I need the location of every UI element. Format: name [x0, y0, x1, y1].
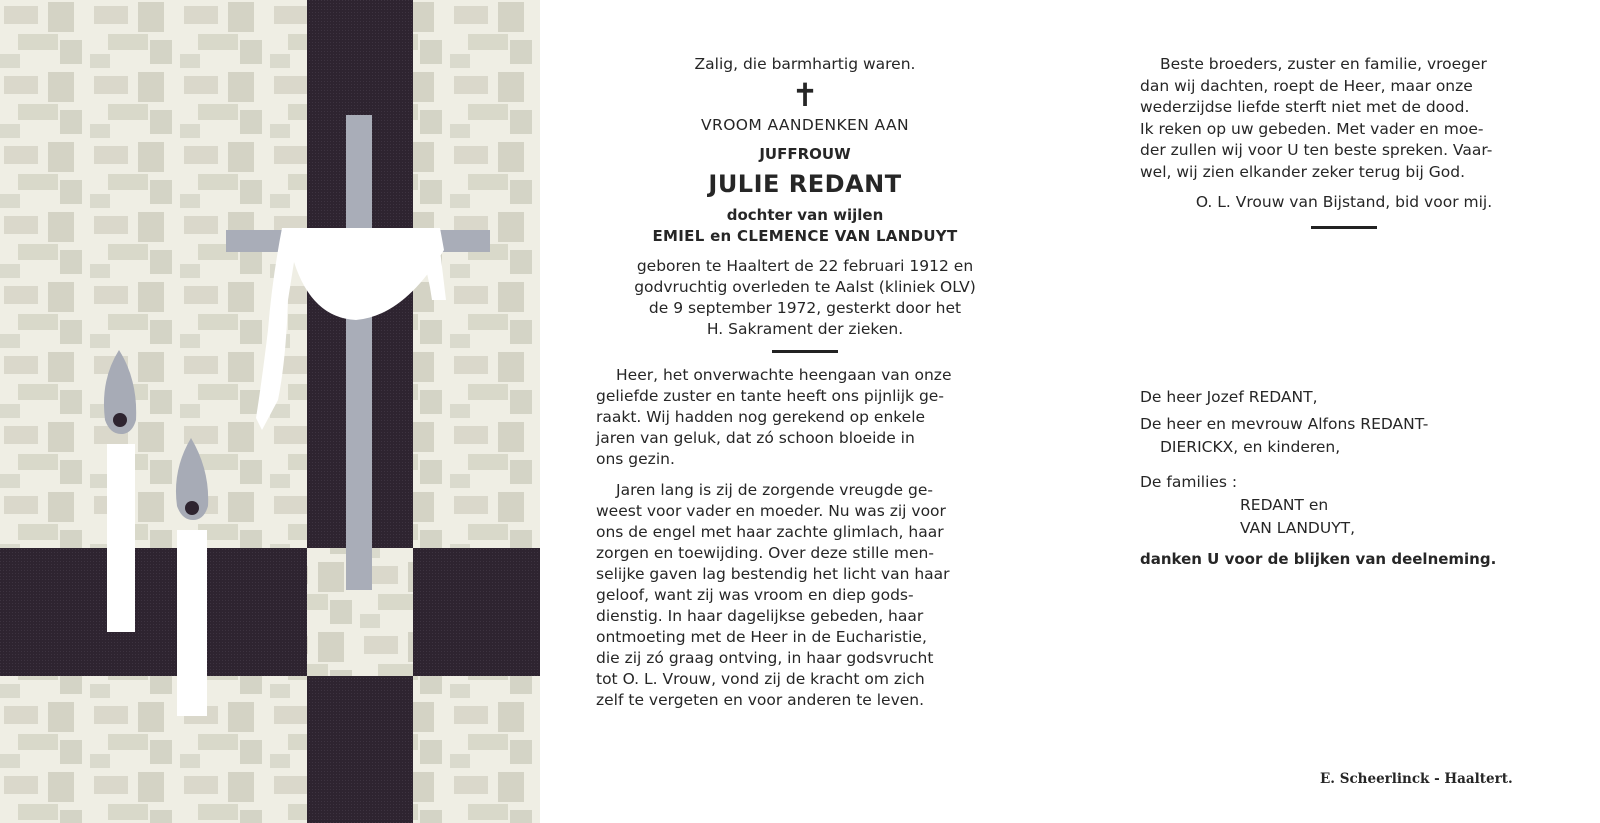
thanks-line: danken U voor de blijken van deelneming.: [1140, 550, 1497, 568]
text-line: ontmoeting met de Heer in de Eucharistie,: [596, 628, 927, 646]
text-line: Jaren lang is zij de zorgende vreugde ge-: [616, 481, 933, 499]
artwork-canvas: [0, 0, 540, 823]
text-line: ons de engel met haar zachte glimlach, haar: [596, 523, 944, 541]
families-label: De families :: [1140, 473, 1238, 491]
mourner-line: De heer Jozef REDANT,: [1140, 388, 1318, 406]
printer-credit: E. Scheerlinck - Haaltert.: [1320, 771, 1513, 787]
text-line: dan wij dachten, roept de Heer, maar onze: [1140, 76, 1473, 95]
farewell-text: [1140, 54, 1548, 183]
memorial-card-artwork: [0, 0, 540, 823]
heading: VROOM AANDENKEN AAN: [701, 116, 909, 134]
text-line: zelf te vergeten en voor anderen te leven.: [596, 691, 925, 709]
farewell-column: [1140, 54, 1548, 241]
text-line: die zij zó graag ontving, in haar godsvrucht: [596, 649, 934, 667]
text-line: zorgen en toewijding. Over deze stille men-: [596, 544, 934, 562]
text-line: Ik reken op uw gebeden. Met vader en moe-: [1140, 119, 1484, 138]
candle-icon: [176, 438, 208, 716]
text-line: wederzijdse liefde sterft niet met de dood.: [1140, 98, 1470, 116]
prayer: O. L. Vrouw van Bijstand, bid voor mij.: [1195, 193, 1493, 211]
birth-line: H. Sakrament der zieken.: [706, 320, 904, 338]
paragraph-2: [596, 480, 1014, 711]
deceased-name: JULIE REDANT: [708, 170, 902, 198]
text-line: wel, wij zien elkander zeker terug bij God.: [1140, 162, 1466, 181]
mourners-block: [1140, 386, 1580, 571]
text-line: jaren van geluk, dat zó schoon bloeide in: [596, 429, 915, 447]
candle-icon: [104, 350, 136, 632]
mourner-line: DIERICKX, en kinderen,: [1160, 438, 1341, 456]
text-line: raakt. Wij hadden nog gerekend op enkele: [596, 408, 926, 426]
dark-block-right: [413, 548, 540, 676]
text-line: dienstig. In haar dagelijkse gebeden, haar: [596, 607, 924, 625]
daughter-of: dochter van wijlen: [726, 206, 884, 224]
text-line: Beste broeders, zuster en familie, vroeger: [1160, 55, 1487, 73]
small-cross-icon: ✝: [791, 76, 819, 114]
text-line: tot O. L. Vrouw, vond zij de kracht om zich: [596, 670, 925, 688]
memorial-text-column: [596, 54, 1014, 711]
family-name: REDANT en: [1240, 496, 1329, 514]
dark-block-left: [0, 548, 307, 676]
text-line: geloof, want zij was vroom en diep gods-: [596, 586, 914, 604]
birth-line: godvruchtig overleden te Aalst (kliniek OLV): [634, 278, 976, 296]
title: JUFFROUW: [759, 145, 851, 163]
text-line: der zullen wij voor U ten beste spreken. Vaar-: [1140, 141, 1493, 159]
text-line: ons gezin.: [596, 450, 675, 468]
mourner-line: De heer en mevrouw Alfons REDANT-: [1140, 415, 1429, 433]
divider: [772, 350, 838, 353]
family-name: VAN LANDUYT,: [1240, 519, 1356, 537]
divider: [1311, 226, 1377, 229]
paragraph-1: [596, 365, 1014, 470]
birth-line: geboren te Haaltert de 22 februari 1912 en: [636, 257, 974, 275]
motto: Zalig, die barmhartig waren.: [694, 55, 916, 73]
parents: EMIEL en CLEMENCE VAN LANDUYT: [652, 227, 958, 245]
text-line: weest voor vader en moeder. Nu was zij voor: [596, 502, 946, 520]
text-line: Heer, het onverwachte heengaan van onze: [616, 366, 952, 384]
text-line: selijke gaven lag bestendig het licht van haar: [596, 565, 950, 583]
birth-line: de 9 september 1972, gesterkt door het: [648, 299, 962, 317]
text-line: geliefde zuster en tante heeft ons pijnlijk ge-: [596, 387, 944, 405]
